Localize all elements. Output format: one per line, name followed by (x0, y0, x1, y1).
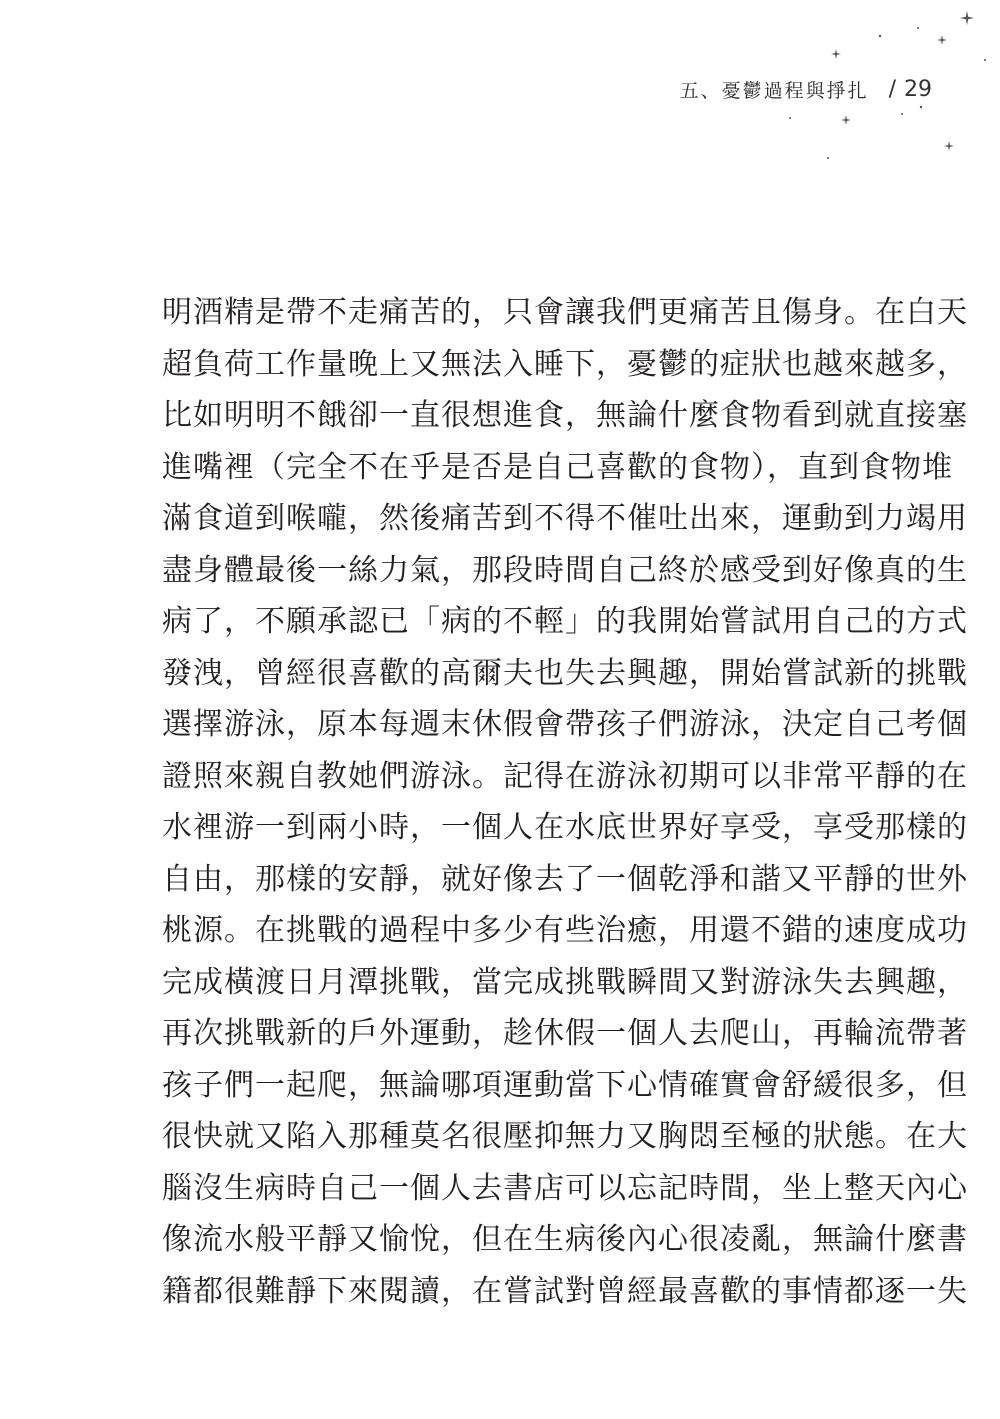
text-line: 滿食道到喉嚨，然後痛苦到不得不催吐出來，運動到力竭用 (162, 501, 968, 536)
running-header (680, 74, 932, 104)
sparkle-star-icon (960, 11, 974, 25)
text-line: 盡身體最後一絲力氣，那段時間自己終於感受到好像真的生 (162, 552, 968, 588)
page-number: 29 (904, 76, 932, 102)
text-line: 桃源。在挑戰的過程中多少有些治癒，用還不錯的速度成功 (162, 913, 968, 948)
sparkle-star-icon (944, 141, 954, 151)
text-line: 明酒精是帶不走痛苦的，只會讓我們更痛苦且傷身。在白天 (162, 295, 968, 330)
text-line: 比如明明不餓卻一直很想進食，無論什麼食物看到就直接塞 (162, 398, 968, 433)
sparkle-star-icon (937, 35, 947, 45)
sparkle-star-icon (841, 115, 851, 125)
text-line: 病了，不願承認已「病的不輕」的我開始嘗試用自己的方式 (162, 604, 968, 639)
text-line: 選擇游泳，原本每週末休假會帶孩子們游泳，決定自己考個 (162, 707, 968, 742)
text-line: 完成橫渡日月潭挑戰，當完成挑戰瞬間又對游泳失去興趣， (162, 964, 968, 1000)
text-line: 籍都很難靜下來閱讀，在嘗試對曾經最喜歡的事情都逐一失 (162, 1273, 968, 1309)
text-line: 自由，那樣的安靜，就好像去了一個乾淨和諧又平靜的世外 (162, 861, 968, 897)
text-line: 腦沒生病時自己一個人去書店可以忘記時間，坐上整天內心 (162, 1170, 968, 1206)
text-line: 進嘴裡（完全不在乎是否是自己喜歡的食物），直到食物堆 (162, 449, 953, 485)
text-line: 孩子們一起爬，無論哪項運動當下心情確實會舒緩很多，但 (162, 1067, 968, 1103)
text-line: 再次挑戰新的戶外運動，趁休假一個人去爬山，再輪流帶著 (162, 1016, 968, 1051)
text-line: 水裡游一到兩小時，一個人在水底世界好享受，享受那樣的 (162, 810, 968, 845)
sparkle-star-icon (831, 49, 841, 59)
text-line: 證照來親自教她們游泳。記得在游泳初期可以非常平靜的在 (162, 758, 968, 794)
text-line: 超負荷工作量晚上又無法入睡下，憂鬱的症狀也越來越多， (162, 346, 968, 382)
body-text (162, 287, 968, 1317)
text-line: 發洩，曾經很喜歡的高爾夫也失去興趣，開始嘗試新的挑戰 (162, 655, 968, 691)
chapter-title: 五、憂鬱過程與掙扎 (679, 79, 869, 102)
header-separator: / (888, 76, 896, 102)
text-line: 像流水般平靜又愉悅，但在生病後內心很凌亂，無論什麼書 (162, 1222, 968, 1257)
text-line: 很快就又陷入那種莫名很壓抑無力又胸悶至極的狀態。在大 (162, 1119, 968, 1154)
